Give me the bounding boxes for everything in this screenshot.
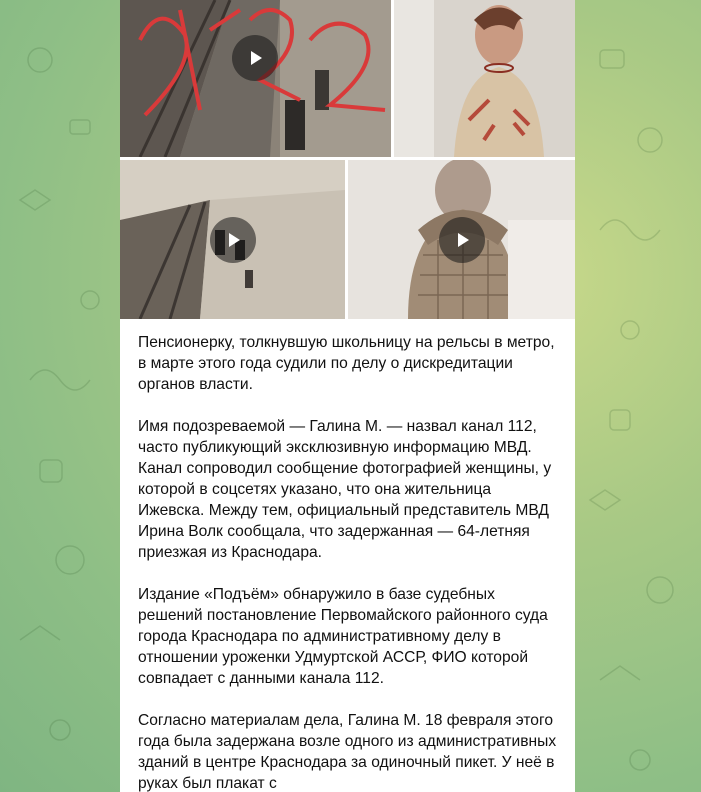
woman-blouse-photo (394, 0, 575, 157)
media-video-woman-vest[interactable] (348, 160, 575, 319)
media-video-metro-platform[interactable] (120, 0, 391, 157)
post-paragraph: Пенсионерку, толкнувшую школьницу на рельсы в метро, в марте этого года судили по делу о дискредитации органов власти. (138, 334, 555, 393)
play-button[interactable] (232, 35, 278, 81)
post-paragraph: Имя подозреваемой — Галина М. — назвал канал 112, часто публикующий эксклюзивную информацию МВД. Канал сопроводил сообщение фотографией женщины, у которой в соцсетях указано, что она жительница Ижевска. Между тем, официальный представитель МВД Ирина Волк сообщала, что задержанная — 64-летняя приезжая из Краснодара. (138, 418, 552, 561)
play-icon (223, 230, 243, 250)
play-icon (452, 230, 472, 250)
post-text (120, 322, 575, 792)
media-album (120, 0, 575, 322)
play-button[interactable] (439, 217, 485, 263)
post-paragraph: Согласно материалам дела, Галина М. 18 февраля этого года была задержана возле одного из административных зданий в центре Краснодара за одиночный пикет. У неё в руках был плакат с (138, 712, 557, 792)
channel-post (120, 0, 575, 792)
media-photo-woman-blouse[interactable] (394, 0, 575, 157)
media-video-metro-tracks[interactable] (120, 160, 345, 319)
play-icon (245, 48, 265, 68)
play-button[interactable] (210, 217, 256, 263)
post-paragraph: Издание «Подъём» обнаружило в базе судебных решений постановление Первомайского районного суда города Краснодара по административному делу в отношении уроженки Удмуртской АССР, ФИО которой совпадает с данными канала 112. (138, 586, 548, 687)
